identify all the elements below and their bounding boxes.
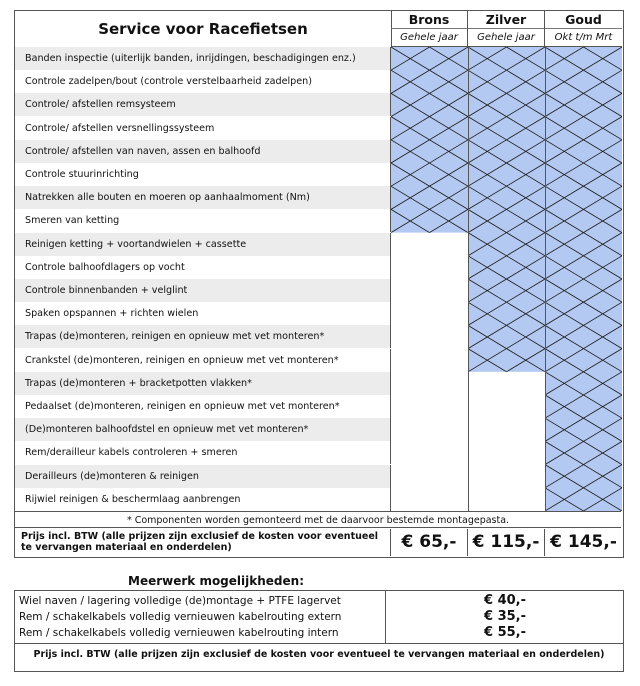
extra-item-price: € 55,- xyxy=(484,625,526,640)
table-title: Service voor Racefietsen xyxy=(15,11,392,48)
package-name: Zilver xyxy=(468,11,544,29)
service-table xyxy=(14,10,624,558)
extra-work-table xyxy=(14,590,624,672)
service-row: Reinigen ketting + voortandwielen + cassette xyxy=(15,233,391,256)
service-row: Controle zadelpen/bout (controle verstelbaarheid zadelpen) xyxy=(15,70,391,93)
package-period: Gehele jaar xyxy=(477,32,535,43)
extra-item-label: Rem / schakelkabels volledig vernieuwen kabelrouting intern xyxy=(19,627,339,639)
package-period: Gehele jaar xyxy=(400,32,458,43)
service-row: Banden inspectie (uiterlijk banden, inrijdingen, beschadigingen enz.) xyxy=(15,47,391,70)
extra-item-price: € 35,- xyxy=(484,609,526,624)
price-label: Prijs incl. BTW (alle prijzen zijn exclusief de kosten voor eventueel te vervangen materiaal en onderdelen) xyxy=(15,529,391,556)
footnote: * Componenten worden gemonteerd met de daarvoor bestemde montagepasta. xyxy=(15,511,621,528)
service-row: Pedaalset (de)monteren, reinigen en opnieuw met vet monteren* xyxy=(15,395,391,418)
service-row: Rijwiel reinigen & beschermlaag aanbrengen xyxy=(15,488,391,511)
service-row: Natrekken alle bouten en moeren op aanhaalmoment (Nm) xyxy=(15,186,391,209)
price-zilver: € 115,- xyxy=(468,529,545,556)
service-row: Derailleurs (de)monteren & reinigen xyxy=(15,465,391,488)
price-brons: € 65,- xyxy=(391,529,468,556)
coverage-block-zilver xyxy=(468,11,545,511)
package-name: Goud xyxy=(545,11,622,29)
service-row: Controle binnenbanden + velglint xyxy=(15,279,391,302)
service-row: Crankstel (de)monteren, reinigen en opnieuw met vet monteren* xyxy=(15,349,391,372)
package-name: Brons xyxy=(391,11,467,29)
service-row: Controle/ afstellen remsysteem xyxy=(15,93,391,116)
column-divider xyxy=(545,47,546,511)
package-coverage-grid xyxy=(15,11,623,557)
service-row: Spaken opspannen + richten wielen xyxy=(15,302,391,325)
price-goud: € 145,- xyxy=(550,532,617,552)
service-row: Trapas (de)monteren + bracketpotten vlakken* xyxy=(15,372,391,395)
service-row: Controle/ afstellen van naven, assen en balhoofd xyxy=(15,140,391,163)
service-row: Trapas (de)monteren, reinigen en opnieuw met vet monteren* xyxy=(15,325,391,348)
service-row: Controle/ afstellen versnellingssysteem xyxy=(15,117,391,140)
service-row: Controle balhoofdlagers op vocht xyxy=(15,256,391,279)
extra-item-label: Rem / schakelkabels volledig vernieuwen kabelrouting extern xyxy=(19,611,342,623)
coverage-block-brons xyxy=(391,11,468,372)
service-row: Controle stuurinrichting xyxy=(15,163,391,186)
column-divider xyxy=(468,47,469,511)
column-divider xyxy=(385,591,386,643)
extra-work-title: Meerwerk mogelijkheden: xyxy=(128,574,304,588)
extra-work-footer: Prijs incl. BTW (alle prijzen zijn exclusief de kosten voor eventueel te vervangen materiaal en onderdelen) xyxy=(15,643,623,669)
extra-item-label: Wiel naven / lagering volledige (de)montage + PTFE lagervet xyxy=(19,595,341,607)
package-period: Okt t/m Mrt xyxy=(554,32,613,43)
service-row: Smeren van ketting xyxy=(15,209,391,232)
coverage-block-goud xyxy=(545,11,622,557)
service-row: Rem/derailleur kabels controleren + smeren xyxy=(15,441,391,464)
service-row: (De)monteren balhoofdstel en opnieuw met vet monteren* xyxy=(15,418,391,441)
extra-item-price: € 40,- xyxy=(484,593,526,608)
